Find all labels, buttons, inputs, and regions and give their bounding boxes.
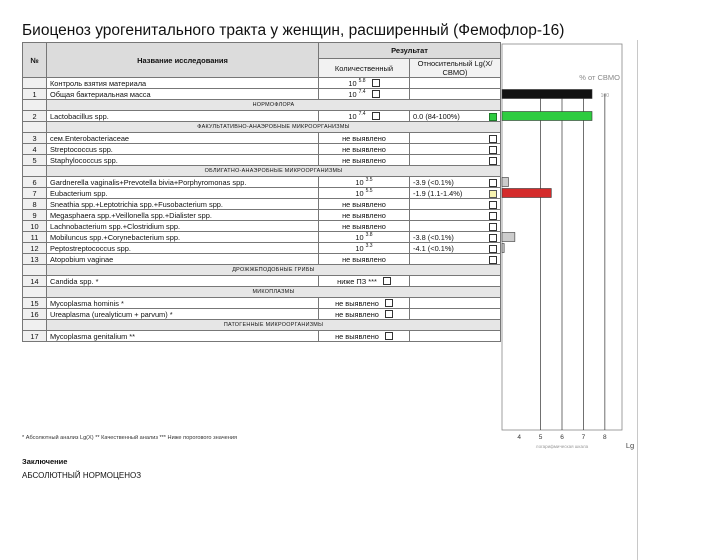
bottom-tick-label: 7 [581,434,586,441]
test-name: Peptostreptococcus spp. [47,243,319,254]
row-number [23,78,47,89]
test-name: Контроль взятия материала [47,78,319,89]
quantitative-value: 10 [348,90,357,99]
quantitative-value: 10 [355,233,364,242]
status-indicator [489,113,497,121]
quantitative-cell [319,221,410,232]
quantitative-cell [319,331,410,342]
quantitative-value: не выявлено [342,221,386,231]
section-row [23,166,501,177]
table-row [23,243,501,254]
bottom-tick-label: 8 [603,434,607,441]
relative-cell [410,89,501,100]
header-number: № [23,43,47,78]
quantitative-cell [319,210,410,221]
quantitative-value: 10 [355,189,364,198]
test-name: Ureaplasma (urealyticum + parvum) * [47,309,319,320]
relative-cell [410,243,501,254]
test-name: Gardnerella vaginalis+Prevotella bivia+Porphyromonas spp. [47,177,319,188]
data-bar [502,189,551,198]
section-row [23,265,501,276]
section-label: ОБЛИГАТНО-АНАЭРОБНЫЕ МИКРООРГАНИЗМЫ [47,166,501,177]
section-row [23,122,501,133]
row-number: 2 [23,111,47,122]
result-checkbox [372,90,380,98]
quantitative-value: не выявлено [342,133,386,143]
section-label: МИКОПЛАЗМЫ [47,287,501,298]
quantitative-cell [319,309,410,320]
row-number: 6 [23,177,47,188]
relative-cell [410,232,501,243]
row-number: 3 [23,133,47,144]
axis-caption: логарифмическая шкала [535,444,589,449]
quantitative-value: 10 [355,244,364,253]
table-row [23,144,501,155]
test-name: Lachnobacterium spp.+Clostridium spp. [47,221,319,232]
quantitative-value: не выявлено [335,298,379,308]
report-title: Биоценоз урогенитального тракта у женщин, расширенный (Фемофлор-16) [22,22,565,39]
relative-chart [500,42,635,457]
status-indicator [489,256,497,264]
relative-cell [410,177,501,188]
row-number: 9 [23,210,47,221]
exponent: 7.4 [358,89,366,95]
quantitative-cell [319,276,410,287]
data-bar [502,112,592,121]
relative-value: 0.0 (84-100%) [413,111,460,121]
section-spacer [23,166,47,177]
header-test-name: Название исследования [47,43,319,78]
test-name: Candida spp. * [47,276,319,287]
test-name: Streptococcus spp. [47,144,319,155]
quantitative-cell [319,89,410,100]
relative-cell [410,276,501,287]
quantitative-cell [319,188,410,199]
result-checkbox [383,277,391,285]
quantitative-value: не выявлено [342,155,386,165]
table-row [23,309,501,320]
section-row [23,320,501,331]
exponent: 3.8 [365,232,373,238]
row-number: 13 [23,254,47,265]
status-indicator [489,201,497,209]
row-number: 10 [23,221,47,232]
relative-value: -4.1 (<0.1%) [413,243,454,253]
result-checkbox [385,310,393,318]
status-indicator [489,245,497,253]
section-spacer [23,100,47,111]
status-indicator [489,146,497,154]
footnote: * Абсолютный анализ Lg(X) ** Качественный анализ *** Ниже порогового значения [22,435,238,441]
data-bar [502,90,592,99]
result-checkbox [385,332,393,340]
quantitative-cell [319,111,410,122]
table-row [23,155,501,166]
table-row [23,199,501,210]
section-spacer [23,320,47,331]
status-indicator [489,190,497,198]
exponent: 3.5 [365,177,373,183]
row-number: 15 [23,298,47,309]
section-label: НОРМОФЛОРА [47,100,501,111]
header-relative: Относительный Lg(X/СВМО) [410,59,501,78]
quantitative-cell [319,199,410,210]
row-number: 1 [23,89,47,100]
exponent: 3.3 [365,243,373,249]
row-number: 14 [23,276,47,287]
status-indicator [489,135,497,143]
section-label: ФАКУЛЬТАТИВНО-АНАЭРОБНЫЕ МИКРООРГАНИЗМЫ [47,122,501,133]
top-tick-label: 100 [600,93,610,99]
conclusion-label: Заключение [22,457,68,466]
row-number: 12 [23,243,47,254]
bottom-tick-label: 5 [538,434,543,441]
section-label: ПАТОГЕННЫЕ МИКРООРГАНИЗМЫ [47,320,501,331]
table-row [23,232,501,243]
quantitative-value: не выявлено [335,331,379,341]
test-name: Atopobium vaginae [47,254,319,265]
result-checkbox [372,79,380,87]
relative-cell [410,298,501,309]
quantitative-value: 10 [348,79,357,88]
test-name: Mycoplasma genitalium ** [47,331,319,342]
data-bar [502,244,504,253]
section-spacer [23,265,47,276]
axis-label: Lg [625,441,635,450]
quantitative-value: ниже ПЗ *** [337,276,377,286]
table-row [23,210,501,221]
quantitative-value: не выявлено [342,144,386,154]
relative-cell [410,111,501,122]
table-row [23,133,501,144]
relative-cell [410,309,501,320]
quantitative-cell [319,243,410,254]
quantitative-value: 10 [348,112,357,121]
header-result: Результат [319,43,501,59]
relative-cell [410,78,501,89]
test-name: Staphylococcus spp. [47,155,319,166]
relative-cell [410,199,501,210]
quantitative-value: 10 [355,178,364,187]
relative-cell [410,210,501,221]
table-row [23,221,501,232]
result-checkbox [385,299,393,307]
row-number: 5 [23,155,47,166]
table-row [23,276,501,287]
section-spacer [23,122,47,133]
relative-cell [410,188,501,199]
table-row [23,188,501,199]
test-name: Sneathia spp.+Leptotrichia spp.+Fusobacterium spp. [47,199,319,210]
quantitative-cell [319,177,410,188]
quantitative-cell [319,155,410,166]
data-bar [502,233,515,242]
relative-value: -3.8 (<0.1%) [413,232,454,242]
relative-value: -3.9 (<0.1%) [413,177,454,187]
quantitative-value: не выявлено [342,254,386,264]
row-number: 7 [23,188,47,199]
table-row [23,298,501,309]
table-row [23,331,501,342]
test-name: Eubacterium spp. [47,188,319,199]
row-number: 11 [23,232,47,243]
status-indicator [489,157,497,165]
relative-cell [410,155,501,166]
row-number: 16 [23,309,47,320]
status-indicator [489,179,497,187]
row-number: 4 [23,144,47,155]
section-spacer [23,287,47,298]
quantitative-cell [319,232,410,243]
header-quantitative: Количественный [319,59,410,78]
conclusion-text: АБСОЛЮТНЫЙ НОРМОЦЕНОЗ [22,471,142,480]
table-row [23,254,501,265]
section-row [23,100,501,111]
exponent: 7.4 [358,111,366,117]
quantitative-cell [319,144,410,155]
relative-value: -1.9 (1.1-1.4%) [413,188,463,198]
results-table [22,42,501,342]
table-row [23,111,501,122]
test-name: Lactobacillus spp. [47,111,319,122]
status-indicator [489,212,497,220]
data-bar [502,178,508,187]
relative-cell [410,331,501,342]
bottom-tick-label: 4 [517,434,521,441]
test-name: Megasphaera spp.+Veillonella spp.+Dialister spp. [47,210,319,221]
bottom-tick-label: 6 [560,434,564,441]
quantitative-cell [319,78,410,89]
quantitative-value: не выявлено [342,210,386,220]
test-name: Mobiluncus spp.+Corynebacterium spp. [47,232,319,243]
row-number: 17 [23,331,47,342]
quantitative-cell [319,133,410,144]
status-indicator [489,223,497,231]
exponent: 5.8 [358,78,366,84]
test-name: Общая бактериальная масса [47,89,319,100]
section-label: ДРОЖЖЕПОДОБНЫЕ ГРИБЫ [47,265,501,276]
status-indicator [489,234,497,242]
result-checkbox [372,112,380,120]
table-row [23,89,501,100]
relative-cell [410,144,501,155]
quantitative-value: не выявлено [342,199,386,209]
chart-title: % от СВМО [579,73,620,82]
relative-cell [410,221,501,232]
quantitative-value: не выявлено [335,309,379,319]
test-name: сем.Enterobacteriaceae [47,133,319,144]
table-row [23,78,501,89]
relative-cell [410,133,501,144]
table-row [23,177,501,188]
quantitative-cell [319,254,410,265]
section-row [23,287,501,298]
page-border [637,40,638,560]
quantitative-cell [319,298,410,309]
exponent: 5.5 [365,188,373,194]
relative-cell [410,254,501,265]
row-number: 8 [23,199,47,210]
test-name: Mycoplasma hominis * [47,298,319,309]
